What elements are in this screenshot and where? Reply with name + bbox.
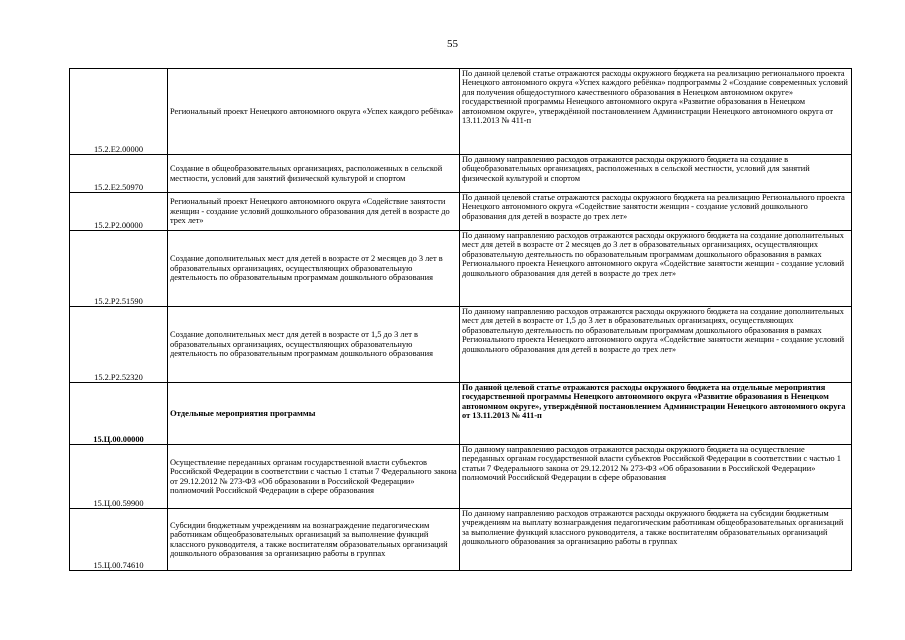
row-description: По данному направлению расходов отражаются расходы окружного бюджета на создание дополнительных мест для детей в возрасте от 1,5 до 3 лет в образовательных организациях, осуществляющих образовательную деятельность по образовательным программам дошкольного образования в рамках Регионального проекта Ненецкого автономного округа «Содействие занятости женщин - создание условий дошкольного образования для детей в возрасте до трех лет» bbox=[460, 307, 852, 383]
row-code: 15.2.E2.00000 bbox=[70, 69, 168, 155]
row-description: По данной целевой статье отражаются расходы окружного бюджета на реализацию Регионального проекта Ненецкого автономного округа «Содействие занятости женщин - создание условий дошкольного образования для детей в возрасте до трех лет» bbox=[460, 193, 852, 231]
table-row bbox=[70, 307, 852, 383]
table-row bbox=[70, 155, 852, 193]
row-name: Создание дополнительных мест для детей в возрасте от 1,5 до 3 лет в образовательных организациях, осуществляющих образовательную деятельность по образовательным программам дошкольного образования bbox=[168, 307, 460, 383]
row-code: 15.Ц.00.00000 bbox=[70, 383, 168, 445]
table-row bbox=[70, 69, 852, 155]
row-name: Отдельные мероприятия программы bbox=[168, 383, 460, 445]
row-code: 15.Ц.00.74610 bbox=[70, 509, 168, 571]
row-description: По данной целевой статье отражаются расходы окружного бюджета на реализацию регионального проекта Ненецкого автономного округа «Успех каждого ребёнка» подпрограммы 2 «Создание современных условий для получения общедоступного качественного образования в Ненецком автономном округе» государственной программы Ненецкого автономного округа «Развитие образования в Ненецком автономном округе», утверждённой постановлением Администрации Ненецкого автономного округа от 13.11.2013 № 411-п bbox=[460, 69, 852, 155]
table-row bbox=[70, 509, 852, 571]
row-code: 15.2.E2.50970 bbox=[70, 155, 168, 193]
row-name: Региональный проект Ненецкого автономного округа «Содействие занятости женщин - создание условий дошкольного образования для детей в возрасте до трех лет» bbox=[168, 193, 460, 231]
table-row bbox=[70, 231, 852, 307]
row-description: По данному направлению расходов отражаются расходы окружного бюджета на создание дополнительных мест для детей в возрасте от 2 месяцев до 3 лет в образовательных организациях, осуществляющих образовательную деятельность по образовательным программам дошкольного образования в рамках Регионального проекта Ненецкого автономного округа «Содействие занятости женщин - создание условий дошкольного образования для детей в возрасте до трех лет» bbox=[460, 231, 852, 307]
row-name: Субсидии бюджетным учреждениям на вознаграждение педагогическим работникам общеобразовательных организаций за выполнение функций классного руководителя, а также воспитателям образовательных организаций дошкольного образования за организацию работы в группах bbox=[168, 509, 460, 571]
row-code: 15.2.P2.52320 bbox=[70, 307, 168, 383]
table-row bbox=[70, 193, 852, 231]
page-number: 55 bbox=[447, 38, 458, 50]
budget-classification-table bbox=[69, 68, 852, 571]
table-row bbox=[70, 445, 852, 509]
table-row bbox=[70, 383, 852, 445]
row-code: 15.Ц.00.59900 bbox=[70, 445, 168, 509]
row-description: По данной целевой статье отражаются расходы окружного бюджета на отдельные мероприятия государственной программы Ненецкого автономного округа «Развитие образования в Ненецком автономном округе», утверждённой постановлением Администрации Ненецкого автономного округа от 13.11.2013 № 411-п bbox=[460, 383, 852, 445]
row-code: 15.2.P2.51590 bbox=[70, 231, 168, 307]
row-code: 15.2.P2.00000 bbox=[70, 193, 168, 231]
row-description: По данному направлению расходов отражаются расходы окружного бюджета на осуществление переданных органам государственной власти субъектов Российской Федерации в соответствии с частью 1 статьи 7 Федерального закона от 29.12.2012 № 273-ФЗ «Об образовании в Российской Федерации» полномочий Российской Федерации в сфере образования bbox=[460, 445, 852, 509]
row-description: По данному направлению расходов отражаются расходы окружного бюджета на создание в общеобразовательных организациях, расположенных в сельской местности, условий для занятий физической культурой и спортом bbox=[460, 155, 852, 193]
row-name: Создание дополнительных мест для детей в возрасте от 2 месяцев до 3 лет в образовательных организациях, осуществляющих образовательную деятельность по образовательным программам дошкольного образования bbox=[168, 231, 460, 307]
row-name: Региональный проект Ненецкого автономного округа «Успех каждого ребёнка» bbox=[168, 69, 460, 155]
row-description: По данному направлению расходов отражаются расходы окружного бюджета на субсидии бюджетным учреждениям на выплату вознаграждения педагогическим работникам общеобразовательных организаций за выполнение функций классного руководителя, а также воспитателям образовательных организаций дошкольного образования за организацию работы в группах bbox=[460, 509, 852, 571]
row-name: Осуществление переданных органам государственной власти субъектов Российской Федерации в соответствии с частью 1 статьи 7 Федерального закона от 29.12.2012 № 273-ФЗ «Об образовании в Российской Федерации» полномочий Российской Федерации в сфере образования bbox=[168, 445, 460, 509]
row-name: Создание в общеобразовательных организациях, расположенных в сельской местности, условий для занятий физической культурой и спортом bbox=[168, 155, 460, 193]
